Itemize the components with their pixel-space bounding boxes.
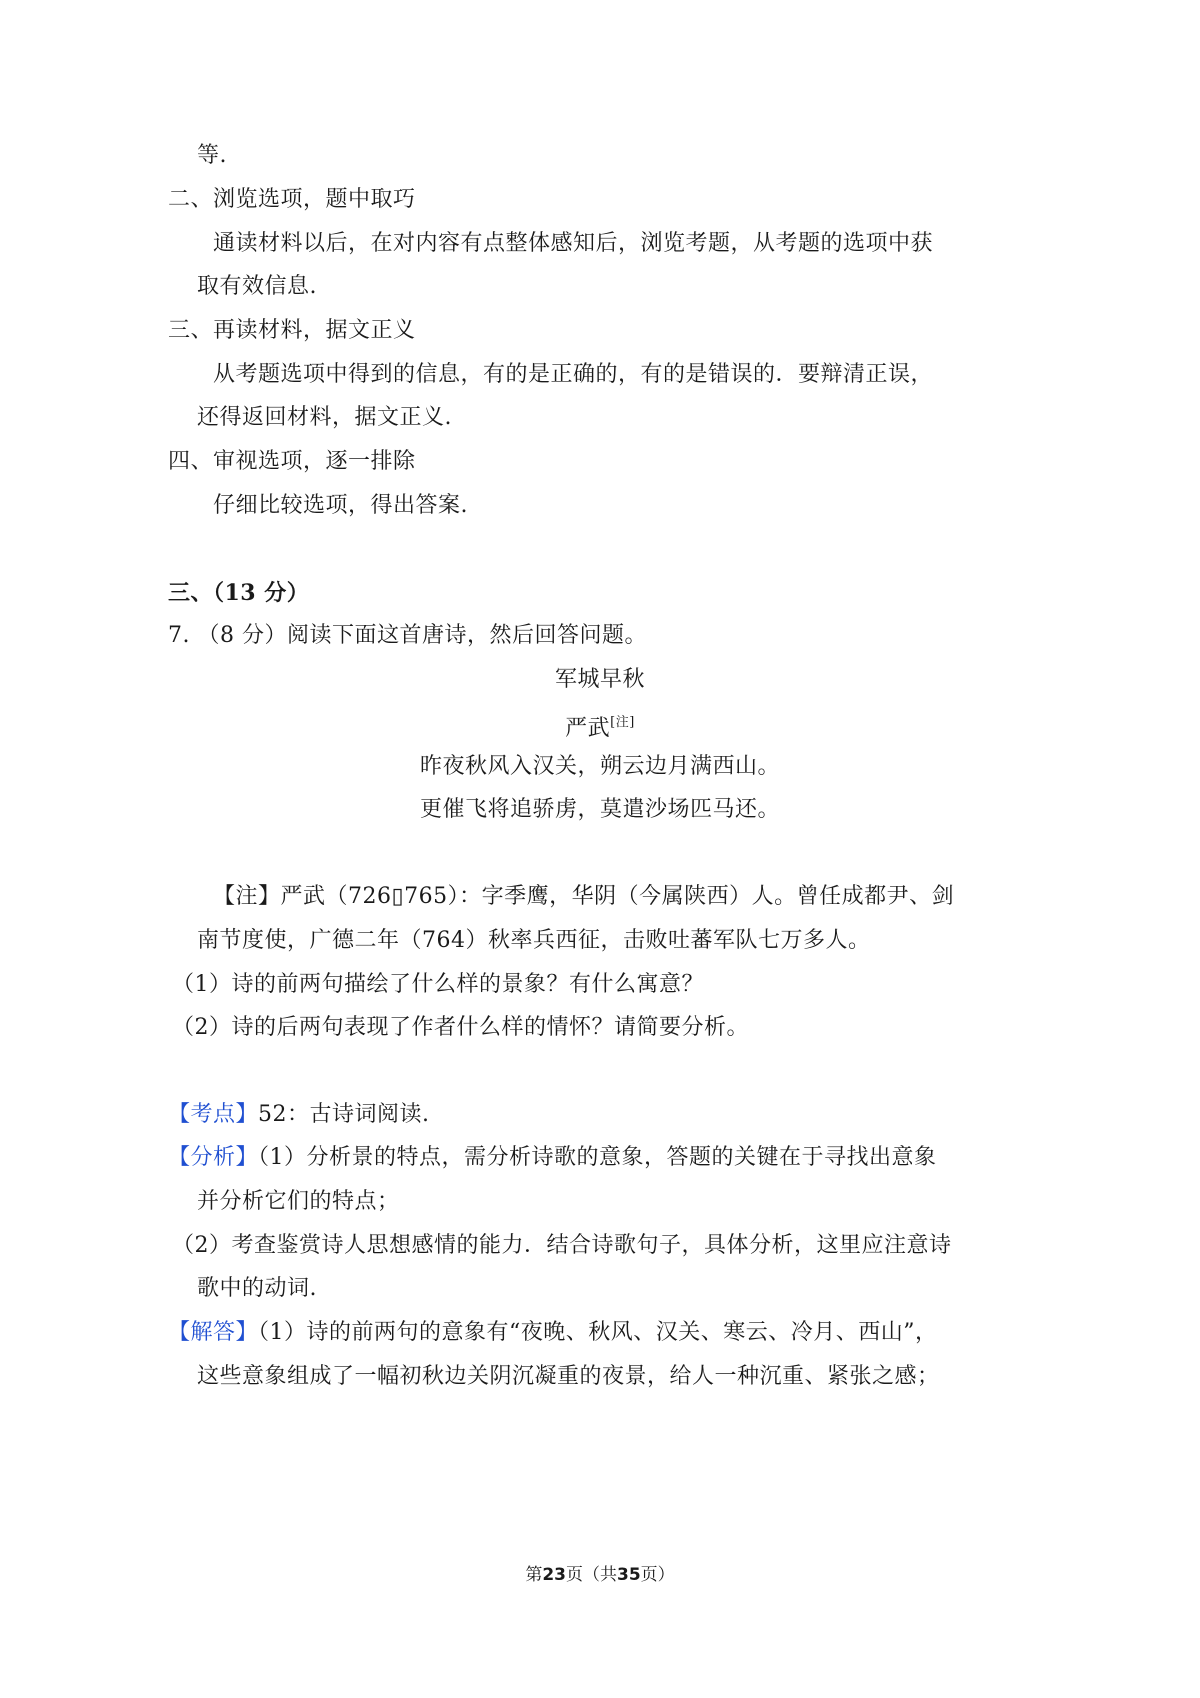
fenxi-line (168, 1143, 937, 1173)
footer-total-pages: 35 (617, 1565, 641, 1585)
step-heading: 四、审视选项，逐一排除 (168, 449, 416, 474)
text-line: 仔细比较选项，得出答案. (213, 493, 468, 518)
text-line: 通读材料以后，在对内容有点整体感知后，浏览考题，从考题的选项中获 (213, 231, 934, 256)
text-line: 从考题选项中得到的信息，有的是正确的，有的是错误的．要辩清正误， (213, 362, 934, 387)
text-line: （2）考查鉴赏诗人思想感情的能力．结合诗歌句子，具体分析，这里应注意诗 (172, 1233, 952, 1258)
jieda-label: 【解答】 (168, 1320, 259, 1345)
section-heading: 三、（13 分） (168, 580, 310, 606)
jieda-text: （1）诗的前两句的意象有“夜晚、秋风、汉关、寒云、冷月、西山”， (258, 1320, 938, 1345)
text-line: 取有效信息. (197, 274, 317, 299)
note-text: 【注】严武（726▯765）：字季鹰，华阴（今属陕西）人。曾任成都尹、剑 (213, 884, 955, 909)
question-7: 7. （8 分）阅读下面这首唐诗，然后回答问题。 (168, 623, 647, 648)
sub-question-1: （1）诗的前两句描绘了什么样的景象？有什么寓意？ (172, 972, 704, 997)
kaodian-text: 52：古诗词阅读. (258, 1102, 430, 1127)
poem-title: 军城早秋 (554, 667, 645, 692)
poem-line: 昨夜秋风入汉关，朔云边月满西山。 (419, 754, 780, 779)
footer-suffix: 页） (640, 1565, 675, 1585)
poem-line: 更催飞将追骄虏，莫遣沙场匹马还。 (419, 797, 780, 822)
text-line: 等. (197, 143, 227, 168)
footer-middle: 页（共 (566, 1565, 617, 1585)
text-line: 并分析它们的特点； (197, 1189, 400, 1214)
page-footer (0, 1563, 1200, 1587)
step-heading: 三、再读材料，据文正义 (168, 318, 416, 343)
fenxi-label: 【分析】 (168, 1145, 259, 1170)
kaodian-label: 【考点】 (168, 1102, 259, 1127)
jieda-line (168, 1318, 938, 1348)
note-text: 南节度使，广德二年（764）秋率兵西征，击败吐蕃军队七万多人。 (197, 928, 871, 953)
poem-author-line (0, 708, 1200, 744)
text-line: 这些意象组成了一幅初秋边关阴沉凝重的夜景，给人一种沉重、紧张之感； (197, 1364, 940, 1389)
sub-question-2: （2）诗的后两句表现了作者什么样的情怀？请简要分析。 (172, 1015, 749, 1040)
poem-author-note: [注] (610, 715, 635, 730)
footer-prefix: 第 (525, 1565, 543, 1585)
text-line: 歌中的动词. (197, 1276, 317, 1301)
fenxi-text: （1）分析景的特点，需分析诗歌的意象，答题的关键在于寻找出意象 (258, 1145, 937, 1170)
kaodian-line (168, 1100, 430, 1130)
poem-author: 严武 (565, 716, 611, 741)
footer-page-number: 23 (542, 1565, 566, 1585)
step-heading: 二、浏览选项，题中取巧 (168, 187, 416, 212)
text-line: 还得返回材料，据文正义. (197, 405, 452, 430)
